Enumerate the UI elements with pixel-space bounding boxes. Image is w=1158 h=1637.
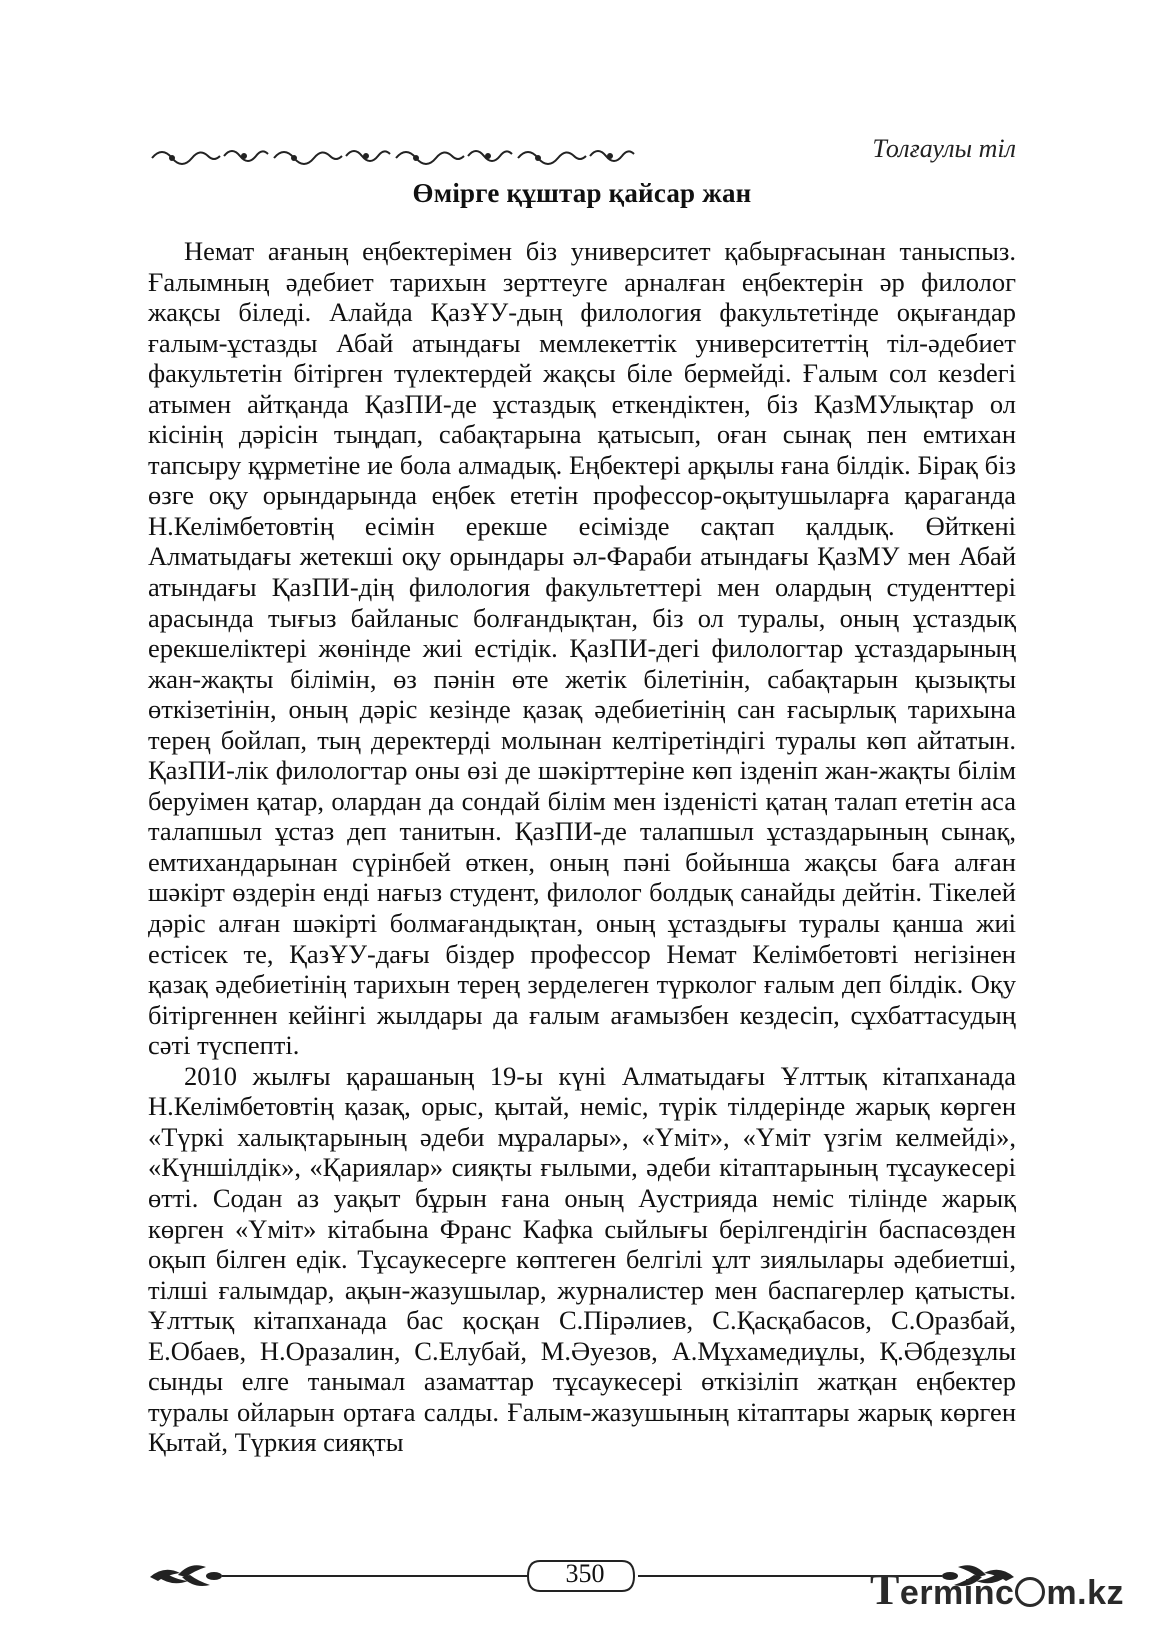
watermark-o-icon bbox=[1015, 1577, 1045, 1607]
site-watermark bbox=[870, 1564, 1124, 1615]
watermark-suffix: m.kz bbox=[1046, 1574, 1124, 1612]
watermark-middle: erminc bbox=[899, 1574, 1015, 1612]
article-title: Өмірге құштар қайсар жан bbox=[412, 178, 752, 208]
page-number: 350 bbox=[565, 1559, 605, 1588]
article-body bbox=[148, 236, 1016, 1458]
page-header bbox=[148, 128, 1016, 176]
watermark-prefix: T bbox=[870, 1565, 900, 1614]
running-title: Толғаулы тіл bbox=[872, 134, 1016, 163]
ornamental-border-icon bbox=[148, 142, 638, 168]
paragraph: Немат ағаның еңбектерімен біз университет қабырғасынан таныспыз. Ғалымның әдебиет тарихын зерттеуге арналған еңбектерін әр филолог жақсы біледі. Алайда ҚазҰУ-дың филология факультетінде оқығандар ғалым-ұстазды Абай атындағы мемлекеттік университеттің тіл-әдебиет факультетін бітірген түлектердей жақсы біле бермейді. Ғалым сол кезdегі атымен айтқанда ҚазПИ-де ұстаздық еткендіктен, біз ҚазМУлықтар ол кісінің дәрісін тыңдап, сабақтарына қатысып, оған сынақ пен емтихан тапсыру құрметіне ие бола алмадық. Еңбектері арқылы ғана білдік. Бірақ біз өзге оқу орындарында еңбек ететін профессор-оқытушыларға қараганда Н.Келімбетовтің есімін ерекше есімізде сақтап қалдық. Өйткені Алматыдағы жетекші оқу орындары әл-Фараби атындағы ҚазМУ мен Абай атындағы ҚазПИ-дің филология факультеттері мен олардың студенттері арасында тығыз байланыс болғандықтан, біз ол туралы, оның ұстаздық ерекшеліктері жөнінде жиі естідік. ҚазПИ-дегі филологтар ұстаздарының жан-жақты білімін, өз пәнін өте жетік білетінін, сабақтарын қызықты өткізетінін, оның дәріс кезінде қазақ әдебиетінің сан ғасырлық тарихына терең бойлап, тың деректерді молынан келтіретіндігі туралы көп айтатын. ҚазПИ-лік филологтар оны өзі де шәкірттеріне көп ізденіп жан-жақты білім беруімен қатар, олардан да сондай білім мен ізденісті қатаң талап ететін аса талапшыл ұстаз деп танитын. ҚазПИ-де талапшыл ұстаздарының сынақ, емтихандарынан сүрінбей өткен, оның пәні бойынша жақсы баға алған шәкірт өздерін енді нағыз студент, филолог болдық санайды дейтін. Тікелей дәріс алған шәкірті болмағандықтан, оның ұстаздығы туралы қанша жиі естісек те, ҚазҰУ-дағы біздер профессор Немат Келімбетовті негізінен қазақ әдебиетінің тарихын терең зерделеген түрколог ғалым деп білдік. Оқу бітіргеннен кейінгі жылдары да ғалым ағамызбен кездесіп, сұхбаттасудың сәті түспепті. bbox=[148, 236, 1016, 1061]
paragraph: 2010 жылғы қарашаның 19-ы күні Алматыдағы Ұлттық кітапханада Н.Келімбетовтің қазақ, орыс, қытай, неміс, түрік тілдерінде жарық көрген «Түркі халықтарының әдеби мұралары», «Үміт», «Үміт үзгім келмейді», «Күншілдік», «Қариялар» сияқты ғылыми, әдеби кітаптарының тұсаукесері өтті. Содан аз уақыт бұрын ғана оның Аустрияда неміс тілінде жарық көрген «Үміт» кітабына Франс Кафка сыйлығы берілгендігін баспасөзден оқып білген едік. Тұсаукесерге көптеген белгілі ұлт зиялылары әдебиетші, тілші ғалымдар, ақын-жазушылар, журналистер мен баспагерлер қатысты. Ұлттық кітапханада бас қосқан С.Пірәлиев, С.Қасқабасов, С.Оразбай, Е.Обаев, Н.Оразалин, С.Елубай, М.Әуезов, А.Мұхамедиұлы, Қ.Әбдезұлы сынды елге танымал азаматтар тұсаукесері өткізіліп жатқан еңбектер туралы ойларын ортаға салды. Ғалым-жазушының кітаптары жарық көрген Қытай, Түркия сияқты bbox=[148, 1060, 1016, 1458]
